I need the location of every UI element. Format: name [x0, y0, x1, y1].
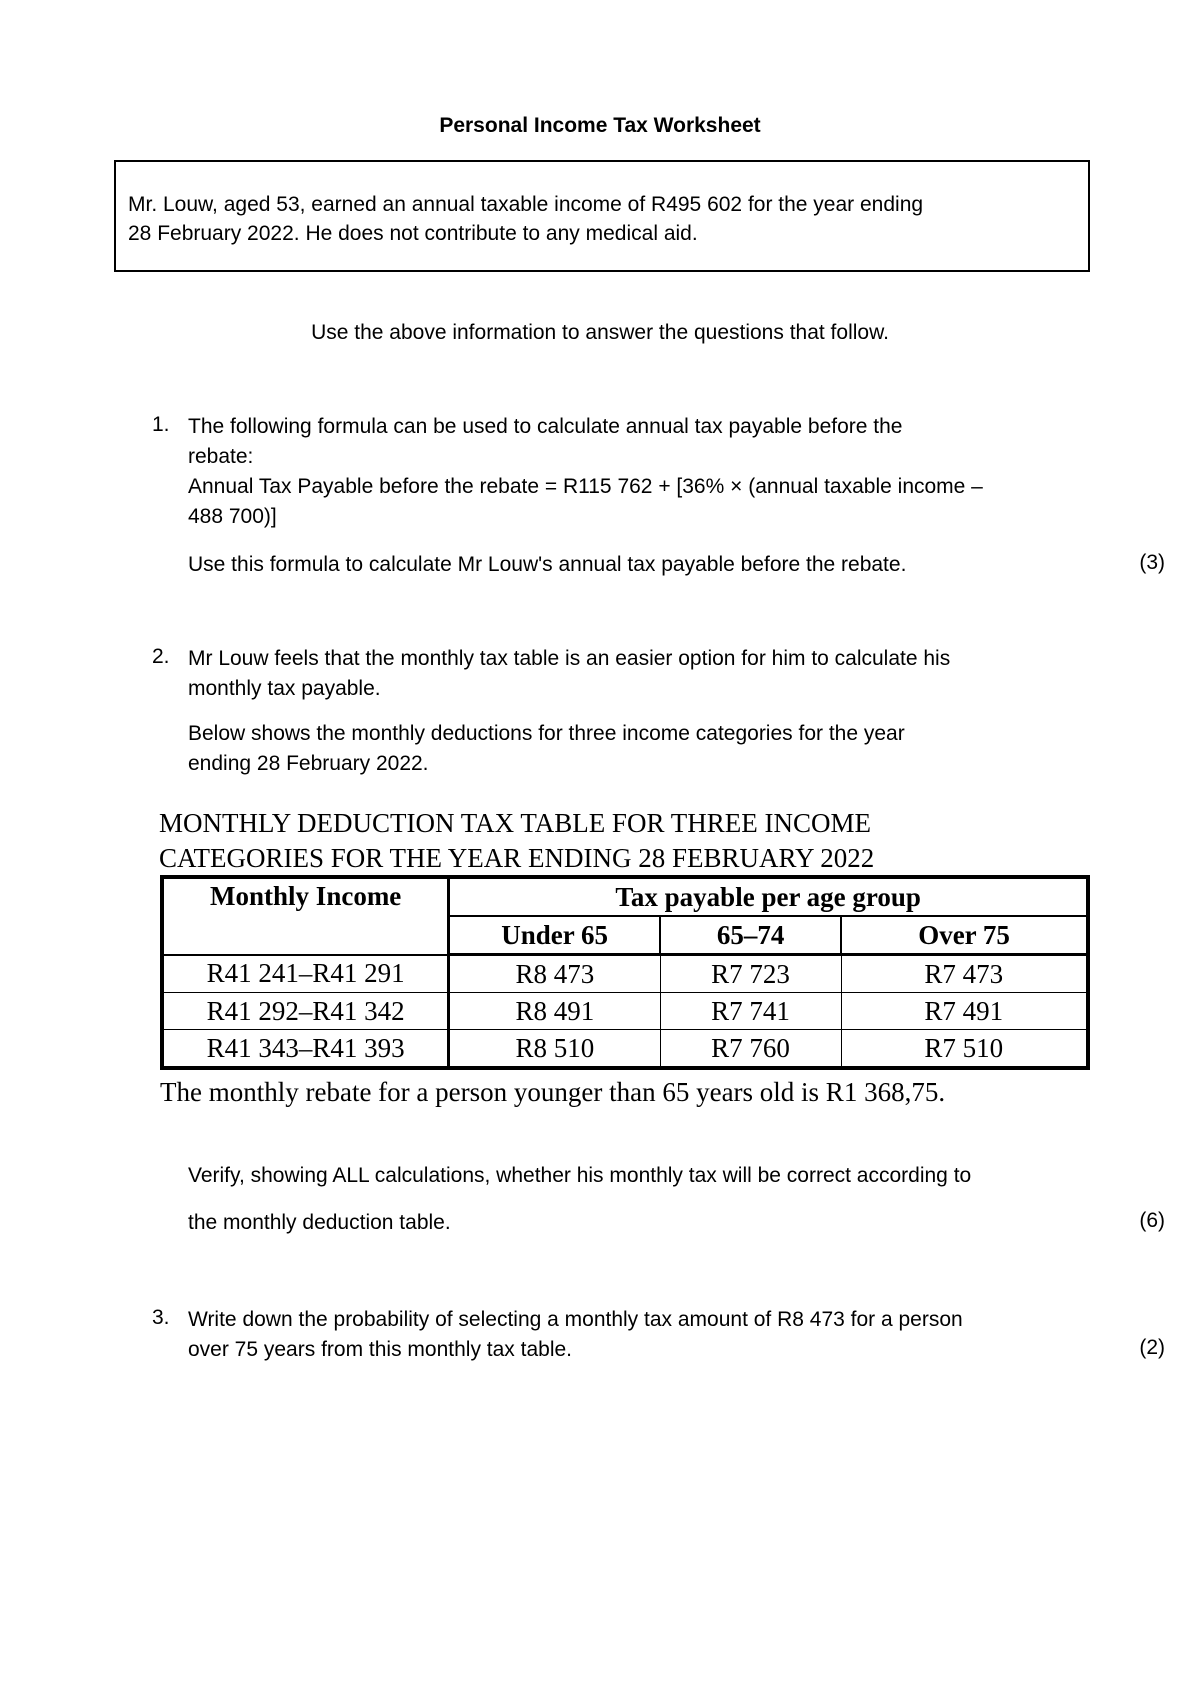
tax-65-74-cell: R7 741	[660, 993, 841, 1030]
question-1-text	[188, 412, 1118, 532]
question-3-line-1: Write down the probability of selecting a monthly tax amount of R8 473 for a person	[188, 1308, 963, 1331]
question-1-line-1: The following formula can be used to calculate annual tax payable before the	[188, 415, 903, 438]
table-row	[162, 955, 1088, 993]
question-2-marks: (6)	[1139, 1209, 1165, 1232]
question-3-number: 3.	[152, 1306, 170, 1329]
question-2-text	[188, 644, 1118, 704]
tax-under-65-cell: R8 510	[449, 1030, 660, 1069]
question-2-line-2: monthly tax payable.	[188, 677, 381, 700]
question-2-line-4: ending 28 February 2022.	[188, 752, 429, 775]
tax-over-75-cell: R7 473	[841, 955, 1088, 993]
tax-table-heading-line-1: MONTHLY DEDUCTION TAX TABLE FOR THREE INCOME	[159, 808, 871, 838]
tax-under-65-cell: R8 491	[449, 993, 660, 1030]
tax-65-74-cell: R7 760	[660, 1030, 841, 1069]
question-2-line-1: Mr Louw feels that the monthly tax table is an easier option for him to calculate his	[188, 647, 951, 670]
column-header-under-65: Under 65	[449, 916, 660, 955]
tax-table-heading	[159, 806, 874, 876]
instruction-text: Use the above information to answer the questions that follow.	[311, 321, 889, 344]
column-header-tax-payable: Tax payable per age group	[449, 877, 1088, 916]
question-1-formula-line-2: 488 700)]	[188, 505, 277, 528]
column-header-monthly-income: Monthly Income	[162, 877, 449, 955]
column-header-over-75: Over 75	[841, 916, 1088, 955]
tax-over-75-cell: R7 510	[841, 1030, 1088, 1069]
question-2-task-line-2: the monthly deduction table.	[188, 1211, 451, 1234]
tax-table-heading-line-2: CATEGORIES FOR THE YEAR ENDING 28 FEBRUARY 2022	[159, 843, 875, 873]
income-range-cell: R41 292–R41 342	[162, 993, 449, 1030]
question-3-line-2: over 75 years from this monthly tax table.	[188, 1338, 572, 1361]
scenario-line-2: 28 February 2022. He does not contribute to any medical aid.	[128, 222, 698, 245]
table-row	[162, 993, 1088, 1030]
income-range-cell: R41 241–R41 291	[162, 955, 449, 993]
question-3-marks: (2)	[1139, 1336, 1165, 1359]
question-1-task: Use this formula to calculate Mr Louw's annual tax payable before the rebate.	[188, 553, 907, 576]
tax-over-75-cell: R7 491	[841, 993, 1088, 1030]
income-range-cell: R41 343–R41 393	[162, 1030, 449, 1069]
scenario-line-1: Mr. Louw, aged 53, earned an annual taxable income of R495 602 for the year ending	[128, 193, 924, 216]
question-2-number: 2.	[152, 645, 170, 668]
worksheet-title: Personal Income Tax Worksheet	[439, 114, 761, 137]
tax-under-65-cell: R8 473	[449, 955, 660, 993]
table-row	[162, 1030, 1088, 1069]
question-1-marks: (3)	[1139, 551, 1165, 574]
rebate-note: The monthly rebate for a person younger than 65 years old is R1 368,75.	[160, 1077, 946, 1107]
question-1-formula-line-1: Annual Tax Payable before the rebate = R115 762 + [36% × (annual taxable income –	[188, 475, 983, 498]
question-2-line-3: Below shows the monthly deductions for three income categories for the year	[188, 722, 905, 745]
question-1-line-2: rebate:	[188, 445, 254, 468]
scenario-box	[114, 160, 1090, 272]
question-1-number: 1.	[152, 413, 170, 436]
question-2-intro	[188, 719, 1118, 779]
tax-65-74-cell: R7 723	[660, 955, 841, 993]
question-2-task-line-1: Verify, showing ALL calculations, whether his monthly tax will be correct according to	[188, 1164, 972, 1187]
monthly-tax-table	[160, 875, 1090, 1070]
column-header-65-74: 65–74	[660, 916, 841, 955]
question-3-text	[188, 1305, 1088, 1365]
